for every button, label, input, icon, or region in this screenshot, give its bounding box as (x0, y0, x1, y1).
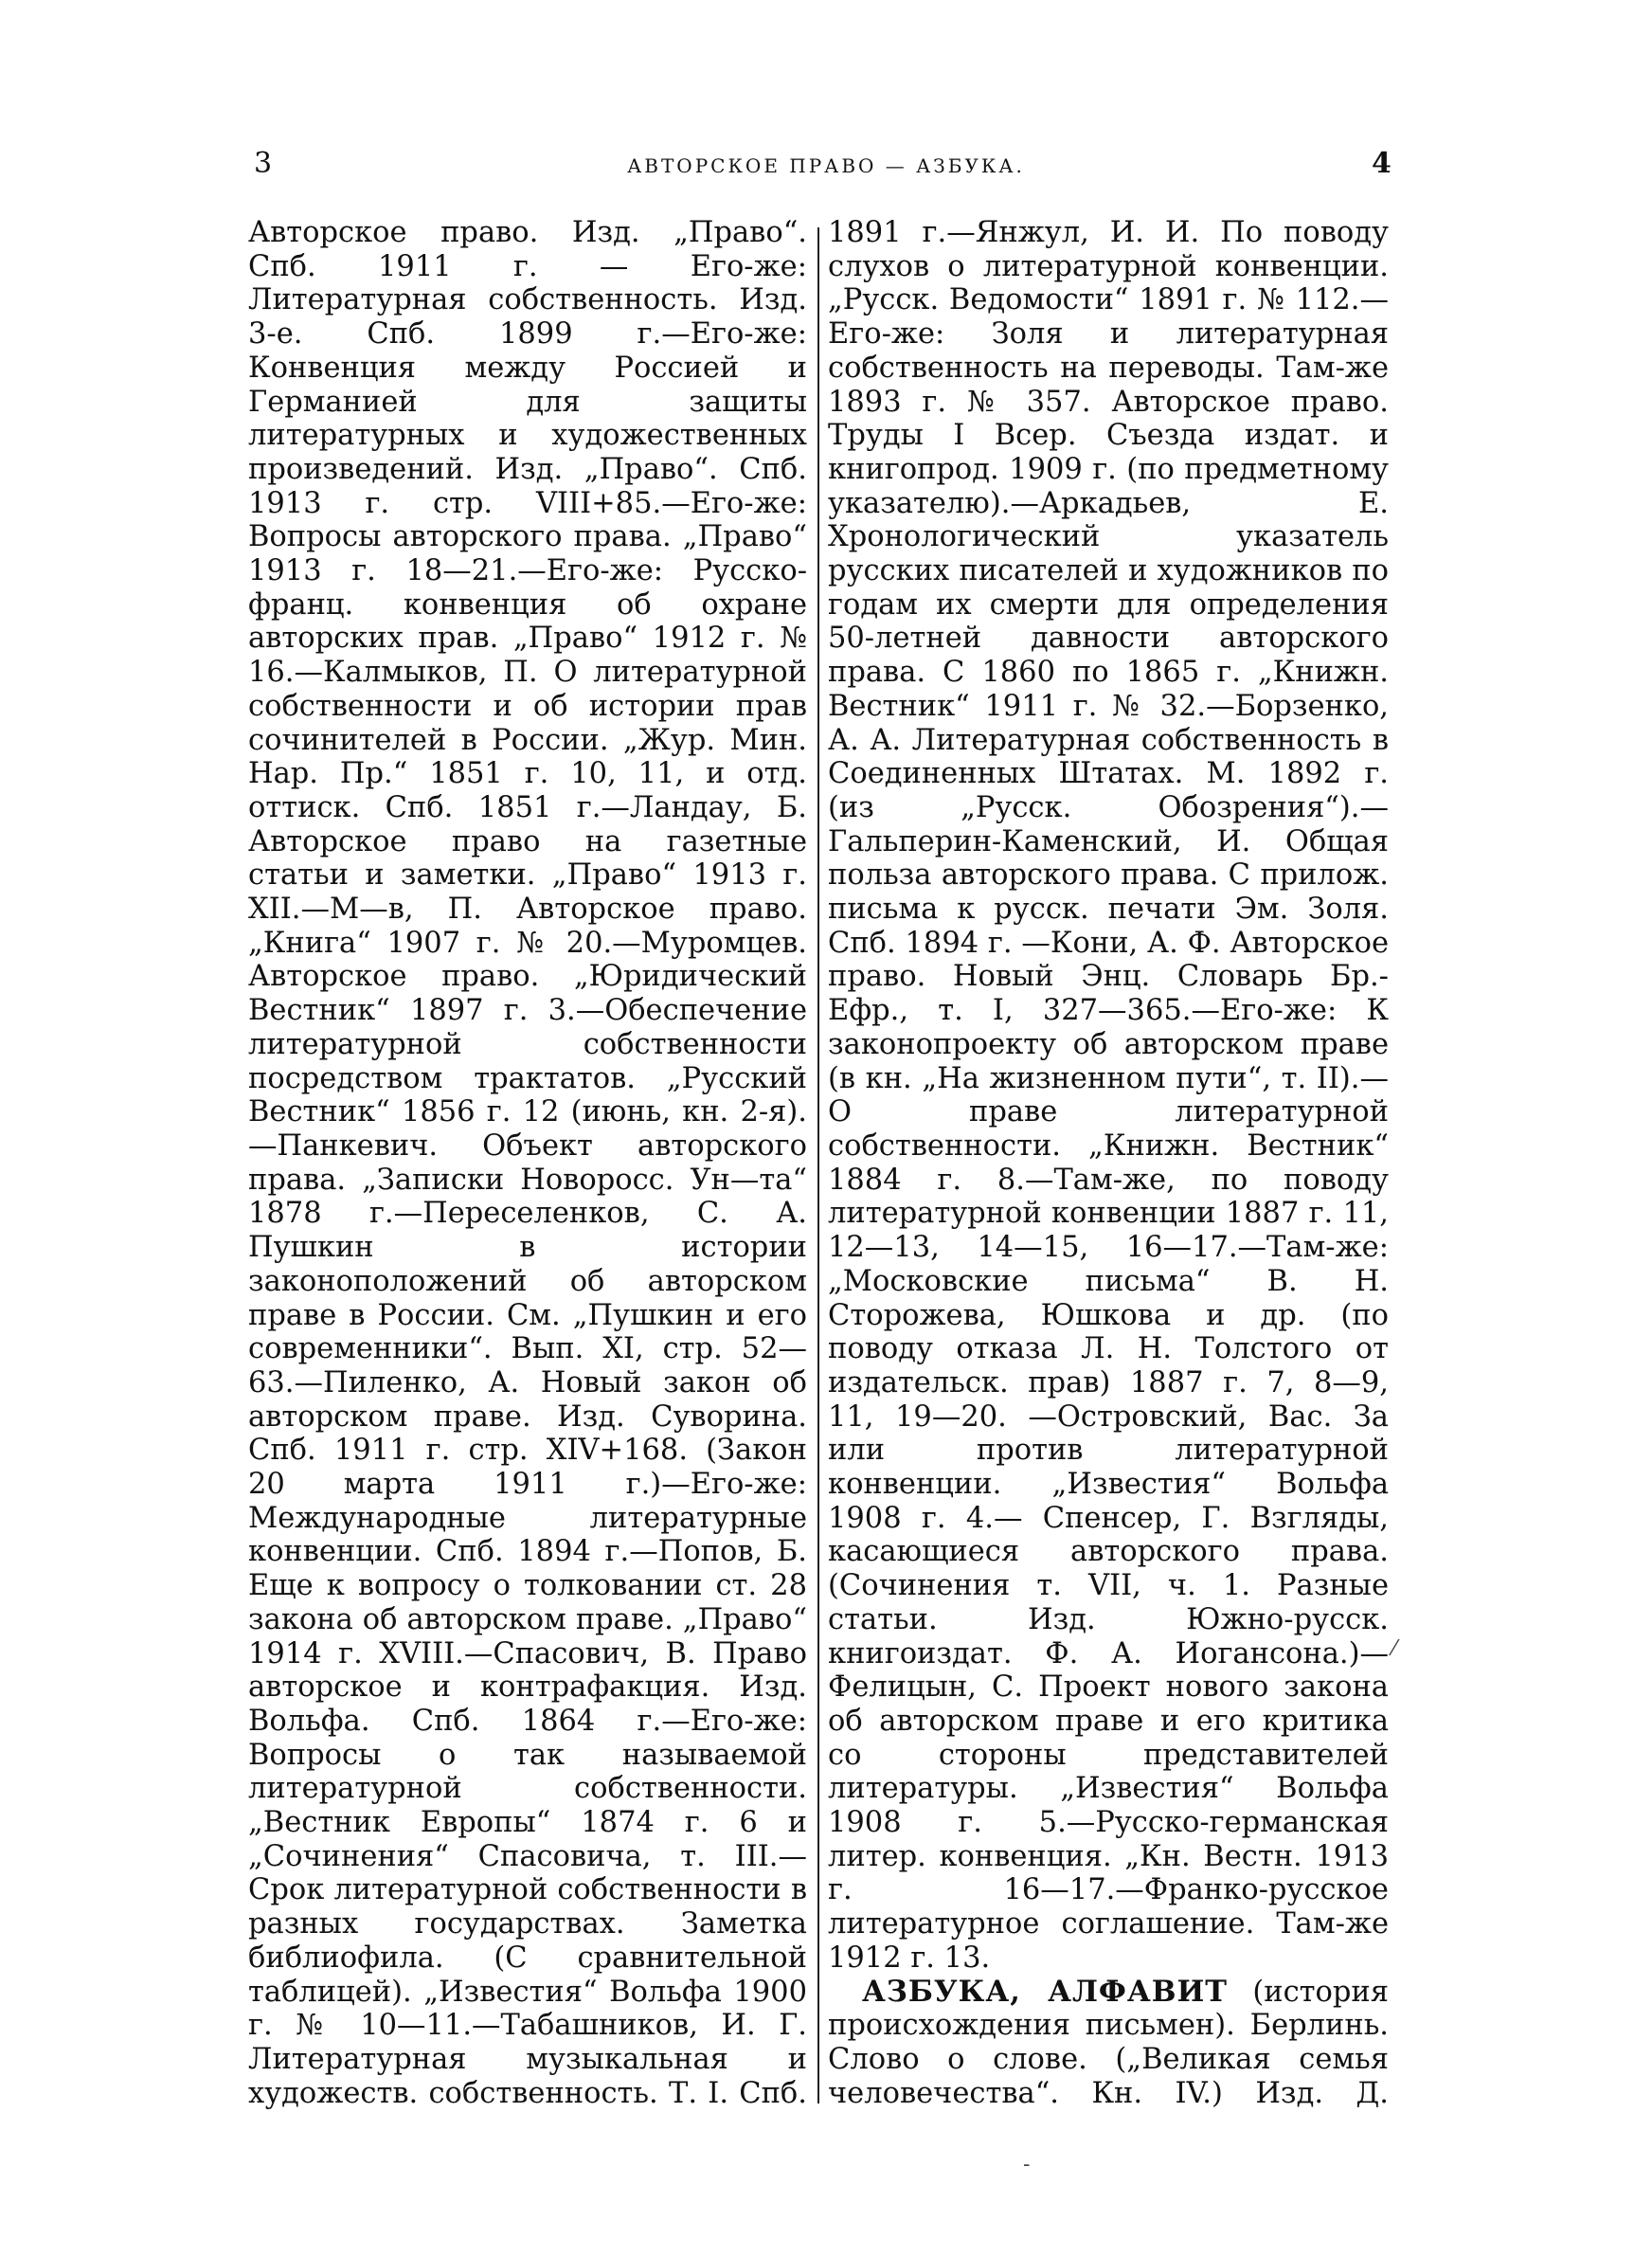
left-column-text: Авторское право. Изд. „Право“. Спб. 1911 г. — Его-же: Литературная собственность. Изд. 3-е. Спб. 1899 г.—Его-же: Конвенция между Россией и Германией для защиты литературных и художественных произведений. Изд. „Право“. Спб. 1913 г. стр. VIII+85.—Его-же: Вопросы авторского права. „Право“ 1913 г. 18—21.—Его-же: Русско-франц. конвенция об охране авторских прав. „Право“ 1912 г. № 16.—Калмыков, П. О литературной собственности и об истории прав сочинителей в России. „Жур. Мин. Нар. Пр.“ 1851 г. 10, 11, и отд. оттиск. Спб. 1851 г.—Ландау, Б. Авторское право на газетные статьи и заметки. „Право“ 1913 г. XII.—М—в, П. Авторское право. „Книга“ 1907 г. № 20.—Муромцев. Авторское право. „Юридический Вестник“ 1897 г. 3.—Обеспечение литературной собственности посредством трактатов. „Русский Вестник“ 1856 г. 12 (июнь, кн. 2-я).—Панкевич. Объект авторского права. „Записки Новоросс. Ун—та“ 1878 г.—Переселенков, С. А. Пушкин в истории законоположений об авторском праве в России. См. „Пушкин и его современники“. Вып. XI, стр. 52—63.—Пиленко, А. Новый закон об авторском праве. Изд. Суворина. Спб. 1911 г. стр. XIV+168. (Закон 20 марта 1911 г.)—Его-же: Международные литературные конвенции. Спб. 1894 г.—Попов, Б. Еще к вопросу о толковании ст. 28 закона об авторском праве. „Право“ 1914 г. XVIII.—Спасович, В. Право авторское и контрафакция. Изд. Вольфа. Спб. 1864 г.—Его-же: Вопросы о так называемой литературной собственности. „Вестник Европы“ 1874 г. 6 и „Сочинения“ Спасовича, т. III.—Срок литературной собственности в разных государствах. Заметка библиофила. (С сравнительной таблицей). „Известия“ Вольфа 1900 г. № 10—11.—Табашников, И. Г. Литературная музыкальная и художеств. собственность. Т. I. Спб. (248, 216, 807, 2110)
stray-mark: ‐ (1023, 2153, 1031, 2176)
page-number-right: 4 (1372, 147, 1392, 180)
running-header (0, 147, 1652, 185)
entry-body: (история происхождения письмен). Берлинь. Слово о слове. („Великая семья человечества“. Кн. IV.) Изд. Д. (828, 1975, 1389, 2110)
left-column (248, 216, 807, 2111)
column-divider (817, 227, 819, 2104)
right-column (828, 216, 1389, 2111)
entry-headword: АЗБУКА, АЛФАВИТ (862, 1974, 1229, 2009)
right-column-paragraph-1: 1891 г.—Янжул, И. И. По поводу слухов о литературной конвенции. „Русск. Ведомости“ 1891 г. № 112.— Его-же: Золя и литературная собственность на переводы. Там-же 1893 г. № 357. Авторское право. Труды I Всер. Съезда издат. и книгопрод. 1909 г. (по предметному указателю).—Аркадьев, Е. Хронологический указатель русских писателей и художников по годам их смерти для определения 50-летней давности авторского права. С 1860 по 1865 г. „Книжн. Вестник“ 1911 г. № 32.—Борзенко, А. А. Литературная собственность в Соединенных Штатах. М. 1892 г. (из „Русск. Обозрения“).—Гальперин-Каменский, И. Общая польза авторского права. С прилож. письма к русск. печати Эм. Золя. Спб. 1894 г. —Кони, А. Ф. Авторское право. Новый Энц. Словарь Бр.-Ефр., т. I, 327—365.—Его-же: К законопроекту об авторском праве (в кн. „На жизненном пути“, т. II).—О праве литературной собственности. „Книжн. Вестник“ 1884 г. 8.—Там-же, по поводу литературной конвенции 1887 г. 11, 12—13, 14—15, 16—17.—Там-же: „Московские письма“ В. Н. Сторожева, Юшкова и др. (по поводу отказа Л. Н. Толстого от издательск. прав) 1887 г. 7, 8—9, 11, 19—20. —Островский, Вас. За или против литературной конвенции. „Известия“ Вольфа 1908 г. 4.— Спенсер, Г. Взгляды, касающиеся авторского права. (Сочинения т. VII, ч. 1. Разные статьи. Изд. Южно-русск. книгоиздат. Ф. А. Иогансона.)—Фелицын, С. Проект нового закона об авторском праве и его критика со стороны представителей литературы. „Известия“ Вольфа 1908 г. 5.—Русско-германская литер. конвенция. „Кн. Вестн. 1913 г. 16—17.—Франко-русское литературное соглашение. Там-же 1912 г. 13. (828, 216, 1389, 1975)
page-number-left: 3 (254, 147, 273, 180)
margin-mark: ⁄ (1392, 1637, 1396, 1661)
entry-azbuka (828, 1976, 1389, 2111)
running-title: АВТОРСКОЕ ПРАВО — АЗБУКА. (627, 154, 1025, 177)
